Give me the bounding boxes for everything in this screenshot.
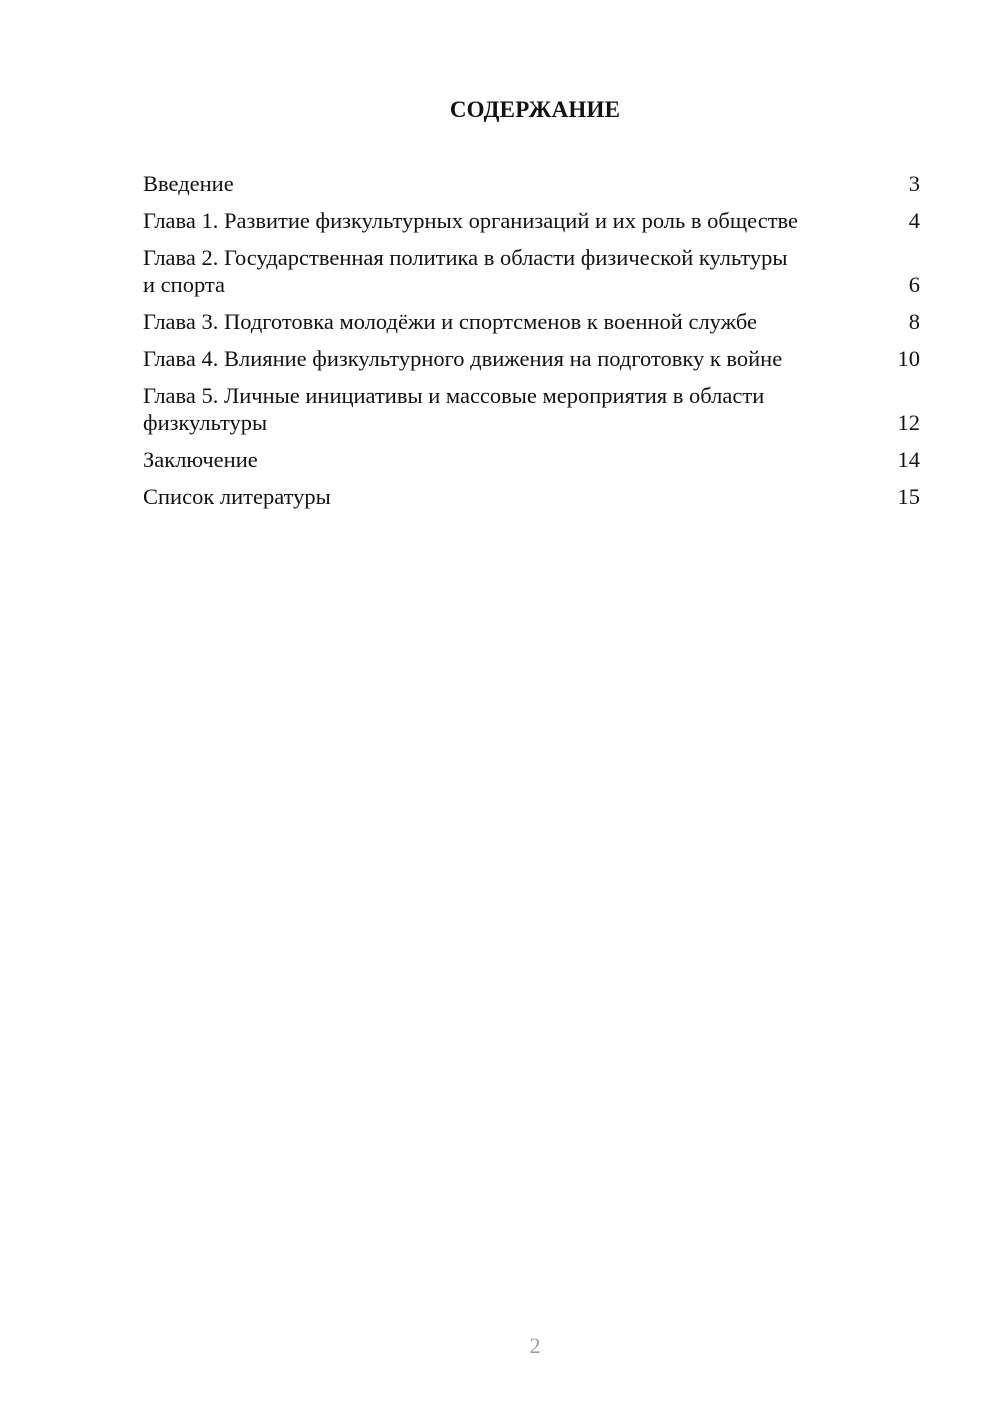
toc-entry-text: Глава 3. Подготовка молодёжи и спортсменов к военной службе bbox=[143, 309, 758, 334]
toc-entry-text: Список литературы bbox=[143, 484, 331, 509]
page-number: 2 bbox=[529, 1333, 541, 1358]
toc-entry[interactable] bbox=[143, 483, 920, 510]
toc-entry-page: 15 bbox=[897, 484, 920, 509]
toc-entry-page: 14 bbox=[897, 447, 920, 472]
toc-entry-text: Заключение bbox=[143, 447, 258, 472]
toc-entry[interactable] bbox=[143, 446, 920, 473]
toc-entry-text: Глава 5. Личные инициативы и массовые мероприятия в области физкультуры bbox=[143, 383, 765, 435]
toc-entry[interactable] bbox=[143, 345, 920, 372]
toc-entry[interactable] bbox=[143, 170, 920, 197]
toc-entry-page: 8 bbox=[908, 309, 920, 334]
toc-entry-page: 4 bbox=[908, 208, 920, 233]
toc-entry[interactable] bbox=[143, 308, 920, 335]
toc-entry[interactable] bbox=[143, 207, 920, 234]
toc-entry-page: 3 bbox=[908, 171, 920, 196]
toc-entry-text: Глава 4. Влияние физкультурного движения на подготовку к войне bbox=[143, 346, 783, 371]
toc-entry[interactable] bbox=[143, 244, 920, 298]
table-of-contents bbox=[143, 170, 920, 520]
toc-entry-page: 10 bbox=[897, 346, 920, 371]
toc-entry-text: Глава 1. Развитие физкультурных организаций и их роль в обществе bbox=[143, 208, 799, 233]
toc-entry[interactable] bbox=[143, 382, 920, 436]
toc-entry-text: Введение bbox=[143, 171, 234, 196]
toc-entry-page: 12 bbox=[897, 410, 920, 435]
toc-title: СОДЕРЖАНИЕ bbox=[449, 97, 621, 122]
toc-entry-page: 6 bbox=[908, 272, 920, 297]
toc-entry-text: Глава 2. Государственная политика в области физической культуры и спорта bbox=[143, 245, 788, 297]
